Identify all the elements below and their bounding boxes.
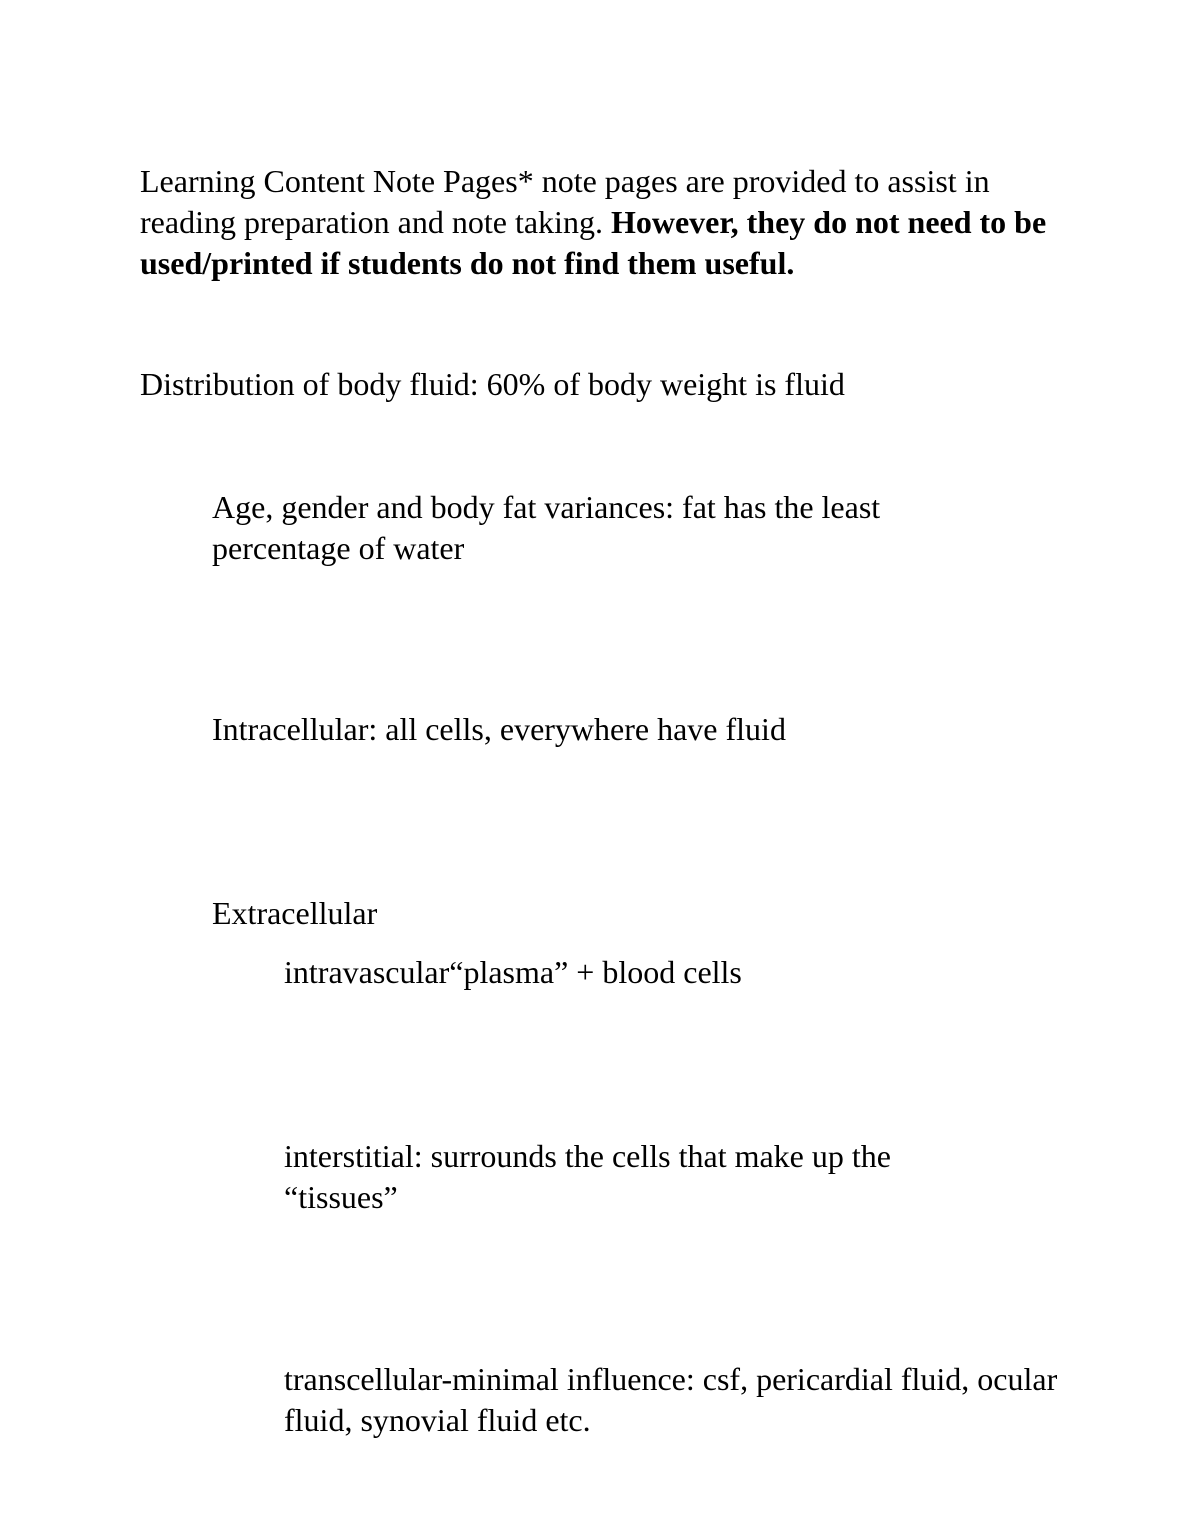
interstitial-note: interstitial: surrounds the cells that make up the “tissues” [284,1138,891,1215]
intro-normal-text: Learning Content Note Pages* note pages are provided to assist in reading preparation and note taking. [140,163,990,240]
distribution-heading: Distribution of body fluid: 60% of body weight is fluid [140,366,845,402]
age-gender-fat-note: Age, gender and body fat variances: fat has the least percentage of water [212,489,881,566]
intro-bold-text: However, they do not need to be used/printed if students do not find them useful. [140,204,1047,281]
intravascular-note: intravascular“plasma” + blood cells [284,954,742,990]
intracellular-note: Intracellular: all cells, everywhere have fluid [212,711,786,747]
extracellular-heading: Extracellular [212,895,378,931]
intro-paragraph [140,161,1070,284]
transcellular-note: transcellular-minimal influence: csf, pericardial fluid, ocular fluid, synovial fluid etc. [284,1361,1058,1438]
